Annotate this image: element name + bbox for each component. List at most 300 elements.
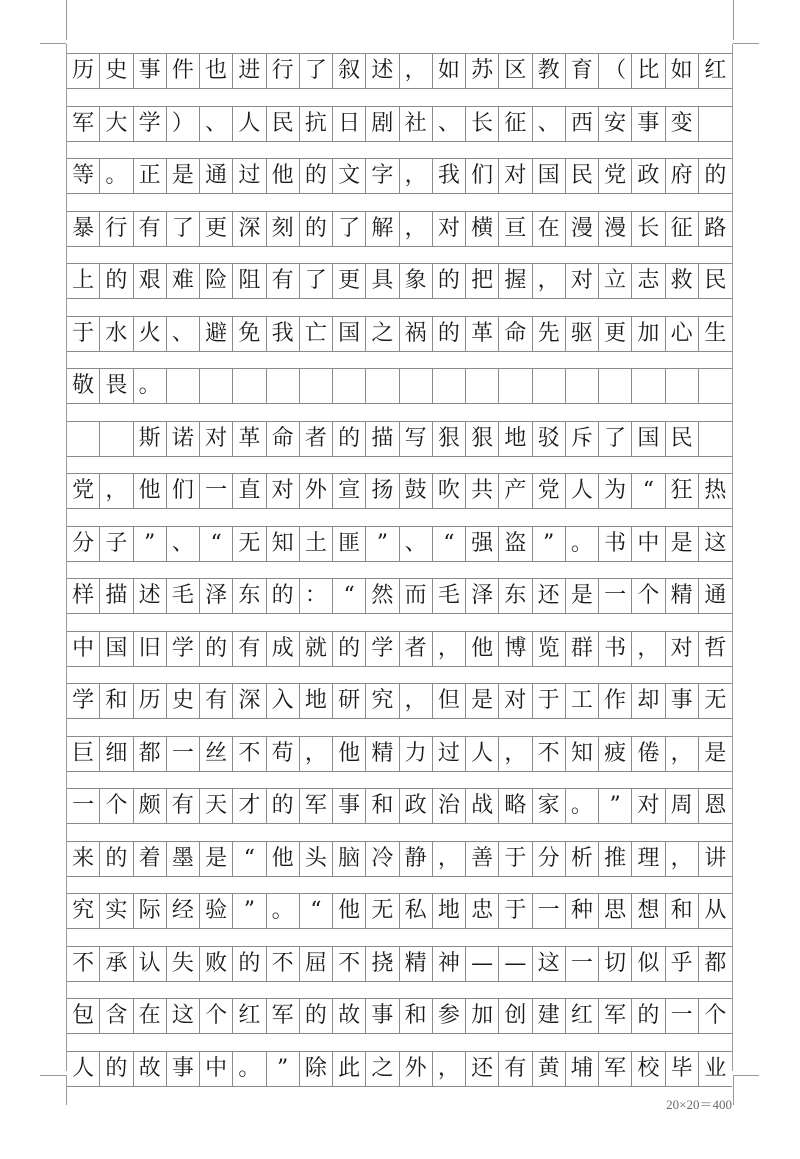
grid-cell: 之 [366, 317, 399, 351]
grid-cell: 究 [366, 684, 399, 718]
grid-cell: ， [100, 474, 133, 508]
grid-cell: 党 [533, 474, 566, 508]
grid-cell: 建 [533, 999, 566, 1033]
grid-cell: 畏 [100, 369, 133, 403]
grid-cell: 故 [134, 1052, 167, 1086]
grid-cell: 行 [100, 212, 133, 246]
grid-cell: 狠 [433, 422, 466, 456]
grid-cell: 等 [67, 159, 100, 193]
grid-cell: 毕 [666, 1052, 699, 1086]
grid-cell: 变 [666, 107, 699, 141]
grid-cell: 对 [632, 789, 665, 823]
grid-cell: 乎 [666, 947, 699, 981]
grid-cell: 知 [267, 527, 300, 561]
grid-cell: 狂 [666, 474, 699, 508]
grid-cell: 善 [466, 842, 499, 876]
grid-cell: “ [433, 527, 466, 561]
grid-cell: 一 [599, 579, 632, 613]
grid-cell: 写 [400, 422, 433, 456]
grid-cell: 他 [267, 159, 300, 193]
grid-cell: ） [167, 107, 200, 141]
grid-cell: 鼓 [400, 474, 433, 508]
grid-cell: 长 [632, 212, 665, 246]
grid-cell: 中 [632, 527, 665, 561]
grid-cell: 泽 [200, 579, 233, 613]
grid-cell: 埔 [566, 1052, 599, 1086]
grid-cell [366, 369, 399, 403]
grid-cell: 这 [533, 947, 566, 981]
grid-cell: ， [300, 737, 333, 771]
grid-cell: 军 [267, 999, 300, 1033]
grid-cell: 刻 [267, 212, 300, 246]
grid-cell: 书 [599, 632, 632, 666]
grid-cell: 东 [233, 579, 266, 613]
grid-cell: ， [666, 737, 699, 771]
grid-cell: 是 [666, 527, 699, 561]
grid-cell: 对 [200, 422, 233, 456]
grid-cell: 经 [167, 894, 200, 928]
grid-cell: 承 [100, 947, 133, 981]
grid-cell: 安 [599, 107, 632, 141]
grid-cell: 横 [466, 212, 499, 246]
grid-cell: 比 [632, 54, 665, 88]
grid-cell: 学 [67, 684, 100, 718]
grid-row [67, 736, 732, 772]
grid-cell: 件 [167, 54, 200, 88]
grid-cell: 书 [599, 527, 632, 561]
grid-cell: 民 [666, 422, 699, 456]
grid-cell: 文 [333, 159, 366, 193]
grid-cell: 是 [566, 579, 599, 613]
grid-cell [533, 369, 566, 403]
grid-cell: 倦 [632, 737, 665, 771]
grid-cell: 政 [400, 789, 433, 823]
grid-cell: 的 [300, 159, 333, 193]
grid-cell: 黄 [533, 1052, 566, 1086]
grid-cell: 国 [100, 632, 133, 666]
grid-cell: 水 [100, 317, 133, 351]
grid-cell [267, 369, 300, 403]
grid-cell: “ [200, 527, 233, 561]
grid-cell: 是 [200, 842, 233, 876]
grid-cell: 盗 [499, 527, 532, 561]
grid-cell: 细 [100, 737, 133, 771]
grid-cell: 述 [134, 579, 167, 613]
grid-cell: 解 [366, 212, 399, 246]
grid-row [67, 158, 732, 194]
grid-cell: 也 [200, 54, 233, 88]
grid-cell: 来 [67, 842, 100, 876]
grid-cell: 有 [499, 1052, 532, 1086]
manuscript-grid [66, 44, 733, 1081]
grid-cell: 他 [333, 894, 366, 928]
grid-cell: 是 [466, 684, 499, 718]
grid-cell: 们 [466, 159, 499, 193]
crop-mark-top-left-h [40, 43, 66, 44]
grid-cell: 却 [632, 684, 665, 718]
grid-cell: 人 [233, 107, 266, 141]
grid-cell: 祸 [400, 317, 433, 351]
grid-cell: 党 [599, 159, 632, 193]
grid-cell: 和 [400, 999, 433, 1033]
grid-cell: 、 [167, 317, 200, 351]
grid-cell: 挠 [366, 947, 399, 981]
grid-cell: 墨 [167, 842, 200, 876]
grid-cell: 于 [533, 684, 566, 718]
grid-cell: 群 [566, 632, 599, 666]
grid-cell: 诺 [167, 422, 200, 456]
grid-cell: 一 [533, 894, 566, 928]
grid-cell: 、 [167, 527, 200, 561]
grid-cell: 军 [599, 999, 632, 1033]
grid-cell: 民 [566, 159, 599, 193]
grid-cell: 在 [134, 999, 167, 1033]
grid-cell: 命 [499, 317, 532, 351]
grid-cell: 的 [333, 422, 366, 456]
grid-cell: 恩 [704, 793, 727, 818]
grid-cell: 天 [200, 789, 233, 823]
grid-cell: 推 [599, 842, 632, 876]
grid-cell: ” [533, 527, 566, 561]
grid-cell: 分 [67, 527, 100, 561]
grid-cell: ， [433, 1052, 466, 1086]
grid-cell: 之 [366, 1052, 399, 1086]
grid-cell: ” [599, 789, 632, 823]
grid-cell [233, 369, 266, 403]
grid-cell: 军 [300, 789, 333, 823]
grid-cell: 析 [566, 842, 599, 876]
grid-cell: 一 [200, 474, 233, 508]
grid-cell: 的 [300, 212, 333, 246]
grid-cell: 除 [300, 1052, 333, 1086]
grid-cell: 免 [233, 317, 266, 351]
grid-cell: 的 [100, 264, 133, 298]
grid-cell: 中 [67, 632, 100, 666]
grid-cell: 。 [134, 369, 167, 403]
grid-cell: 的 [233, 947, 266, 981]
grid-row [67, 526, 732, 562]
grid-cell: 他 [333, 737, 366, 771]
grid-row [67, 473, 732, 509]
grid-cell: ， [433, 632, 466, 666]
grid-cell: 还 [466, 1052, 499, 1086]
grid-cell: 实 [100, 894, 133, 928]
grid-row [67, 263, 732, 299]
grid-cell: 才 [233, 789, 266, 823]
grid-cell: 述 [366, 54, 399, 88]
grid-cell: 了 [300, 54, 333, 88]
grid-cell: 了 [300, 264, 333, 298]
grid-cell: 还 [533, 579, 566, 613]
grid-cell: 事 [366, 999, 399, 1033]
grid-cell: 地 [433, 894, 466, 928]
grid-cell: 个 [632, 579, 665, 613]
grid-cell: 但 [433, 684, 466, 718]
grid-cell: 红 [566, 999, 599, 1033]
grid-cell: ， [499, 737, 532, 771]
grid-cell: 人 [466, 737, 499, 771]
grid-cell: 把 [466, 264, 499, 298]
grid-cell: 从 [704, 898, 727, 923]
grid-cell: 种 [566, 894, 599, 928]
grid-cell: 对 [666, 632, 699, 666]
grid-cell: 的 [632, 999, 665, 1033]
grid-cell: 此 [333, 1052, 366, 1086]
grid-cell: 社 [400, 107, 433, 141]
grid-cell: 脑 [333, 842, 366, 876]
grid-cell: 一 [67, 789, 100, 823]
grid-cell: 事 [134, 54, 167, 88]
grid-cell: 和 [366, 789, 399, 823]
grid-cell: 似 [632, 947, 665, 981]
grid-cell: 命 [267, 422, 300, 456]
grid-cell: 者 [300, 422, 333, 456]
grid-cell: 想 [632, 894, 665, 928]
grid-cell: 的 [267, 579, 300, 613]
grid-cell: 究 [67, 894, 100, 928]
grid-cell: 我 [267, 317, 300, 351]
grid-cell: 这 [167, 999, 200, 1033]
grid-cell: ， [400, 684, 433, 718]
grid-cell: 通 [704, 583, 727, 608]
grid-cell: 而 [400, 579, 433, 613]
grid-cell: 的 [100, 842, 133, 876]
grid-cell [499, 369, 532, 403]
grid-cell [566, 369, 599, 403]
grid-cell: 征 [666, 212, 699, 246]
crop-mark-bottom-left-h [40, 1075, 66, 1076]
grid-cell: 战 [466, 789, 499, 823]
grid-cell: 日 [333, 107, 366, 141]
grid-cell: 的 [100, 1052, 133, 1086]
grid-cell: 不 [233, 737, 266, 771]
grid-cell: 认 [134, 947, 167, 981]
crop-mark-top-right-h [733, 43, 759, 44]
grid-cell: 有 [134, 212, 167, 246]
grid-cell: 无 [233, 527, 266, 561]
grid-cell: 具 [366, 264, 399, 298]
grid-row [67, 421, 732, 457]
grid-cell: 了 [599, 422, 632, 456]
grid-cell: 描 [100, 579, 133, 613]
grid-cell: 讲 [704, 845, 727, 871]
grid-cell: 校 [632, 1052, 665, 1086]
grid-cell: 。 [566, 789, 599, 823]
grid-cell: 。 [566, 527, 599, 561]
grid-cell: 如 [666, 54, 699, 88]
grid-cell: 抗 [300, 107, 333, 141]
grid-cell: 知 [566, 737, 599, 771]
grid-cell: 他 [134, 474, 167, 508]
grid-cell: 人 [67, 1052, 100, 1086]
grid-cell: 学 [167, 632, 200, 666]
grid-cell: 行 [267, 54, 300, 88]
grid-cell: 史 [167, 684, 200, 718]
grid-cell [300, 369, 333, 403]
grid-cell: 的 [200, 632, 233, 666]
grid-cell: 西 [566, 107, 599, 141]
crop-mark-bottom-right-h [733, 1075, 759, 1076]
grid-cell: 漫 [599, 212, 632, 246]
grid-row [67, 998, 732, 1034]
grid-cell: 不 [333, 947, 366, 981]
grid-cell: 有 [233, 632, 266, 666]
grid-cell: 验 [200, 894, 233, 928]
grid-cell: “ [333, 579, 366, 613]
grid-cell: 故 [333, 999, 366, 1033]
grid-cell: 神 [433, 947, 466, 981]
grid-cell: 热 [704, 478, 727, 503]
grid-cell: 深 [233, 684, 266, 718]
grid-cell: 、 [400, 527, 433, 561]
grid-cell: 、 [533, 107, 566, 141]
grid-cell [333, 369, 366, 403]
grid-cell: — [499, 947, 532, 981]
grid-cell: 事 [666, 684, 699, 718]
grid-cell: 长 [466, 107, 499, 141]
grid-cell: 包 [67, 999, 100, 1033]
grid-cell: 土 [300, 527, 333, 561]
grid-row [67, 316, 732, 352]
grid-row [67, 106, 732, 142]
grid-cell: “ [632, 474, 665, 508]
grid-cell: 个 [704, 1003, 727, 1028]
grid-cell: 加 [632, 317, 665, 351]
grid-cell: 家 [533, 789, 566, 823]
grid-cell: 驳 [533, 422, 566, 456]
grid-cell: 作 [599, 684, 632, 718]
grid-cell: 不 [533, 737, 566, 771]
grid-cell: 扬 [366, 474, 399, 508]
grid-cell: 了 [167, 212, 200, 246]
grid-cell: 学 [366, 632, 399, 666]
grid-cell: 苟 [267, 737, 300, 771]
grid-cell: 巨 [67, 737, 100, 771]
grid-row [67, 631, 732, 667]
grid-cell: 救 [666, 264, 699, 298]
grid-cell: 工 [566, 684, 599, 718]
grid-cell: 先 [533, 317, 566, 351]
grid-cell: 苏 [466, 54, 499, 88]
grid-cell: 、 [433, 107, 466, 141]
grid-cell: 事 [167, 1052, 200, 1086]
grid-cell: 革 [233, 422, 266, 456]
grid-cell: 地 [499, 422, 532, 456]
grid-cell: 描 [366, 422, 399, 456]
grid-cell [400, 369, 433, 403]
grid-cell: 览 [533, 632, 566, 666]
grid-cell: 宣 [333, 474, 366, 508]
grid-cell: 的 [433, 264, 466, 298]
grid-cell: 和 [100, 684, 133, 718]
grid-cell: 对 [267, 474, 300, 508]
grid-cell: 红 [704, 58, 727, 83]
grid-cell: 亡 [300, 317, 333, 351]
grid-cell: 对 [433, 212, 466, 246]
grid-cell: 革 [466, 317, 499, 351]
grid-cell: ， [666, 842, 699, 876]
grid-cell: 们 [167, 474, 200, 508]
grid-cell: （ [599, 54, 632, 88]
grid-cell: 如 [433, 54, 466, 88]
grid-cell: 、 [200, 107, 233, 141]
grid-cell: 字 [366, 159, 399, 193]
grid-cell: 通 [200, 159, 233, 193]
grid-cell: 毛 [433, 579, 466, 613]
grid-cell: 加 [466, 999, 499, 1033]
grid-cell: 府 [666, 159, 699, 193]
grid-row [67, 53, 732, 89]
grid-cell: 象 [400, 264, 433, 298]
grid-cell: 红 [233, 999, 266, 1033]
grid-cell: 不 [267, 947, 300, 981]
grid-row [67, 893, 732, 929]
grid-cell: 党 [67, 474, 100, 508]
grid-cell: 军 [67, 107, 100, 141]
grid-cell: 过 [433, 737, 466, 771]
grid-cell: 事 [632, 107, 665, 141]
grid-cell: 有 [267, 264, 300, 298]
grid-cell: 暴 [67, 212, 100, 246]
grid-cell: 征 [499, 107, 532, 141]
grid-cell: 者 [400, 632, 433, 666]
grid-cell: 一 [566, 947, 599, 981]
grid-cell: 进 [233, 54, 266, 88]
grid-row [67, 683, 732, 719]
grid-row [67, 946, 732, 982]
grid-cell: 对 [566, 264, 599, 298]
grid-cell: 更 [200, 212, 233, 246]
grid-cell: 。 [100, 159, 133, 193]
grid-cell: 吹 [433, 474, 466, 508]
grid-cell: 育 [566, 54, 599, 88]
grid-cell: 屈 [300, 947, 333, 981]
grid-cell: 力 [400, 737, 433, 771]
grid-cell: 子 [100, 527, 133, 561]
grid-cell: 军 [599, 1052, 632, 1086]
grid-cell [200, 369, 233, 403]
grid-cell: 对 [499, 684, 532, 718]
grid-cell: ” [233, 894, 266, 928]
grid-cell: ， [400, 212, 433, 246]
grid-cell: 艰 [134, 264, 167, 298]
grid-cell: 样 [67, 579, 100, 613]
grid-cell: 泽 [466, 579, 499, 613]
grid-cell: 漫 [566, 212, 599, 246]
grid-cell: 教 [533, 54, 566, 88]
grid-cell: 他 [466, 632, 499, 666]
grid-row [67, 841, 732, 877]
grid-cell: 于 [499, 894, 532, 928]
grid-cell: 际 [134, 894, 167, 928]
grid-cell [699, 369, 732, 403]
grid-cell: 在 [533, 212, 566, 246]
grid-cell: 冷 [366, 842, 399, 876]
grid-cell: 一 [666, 999, 699, 1033]
grid-cell: 政 [632, 159, 665, 193]
grid-cell: 分 [533, 842, 566, 876]
grid-cell: 他 [267, 842, 300, 876]
grid-cell: 驱 [566, 317, 599, 351]
grid-cell: 避 [200, 317, 233, 351]
grid-cell: 握 [499, 264, 532, 298]
grid-cell: 共 [466, 474, 499, 508]
grid-cell: ” [134, 527, 167, 561]
grid-cell [433, 369, 466, 403]
grid-cell [599, 369, 632, 403]
crop-mark-top-right-v [733, 0, 734, 40]
grid-cell: 静 [400, 842, 433, 876]
